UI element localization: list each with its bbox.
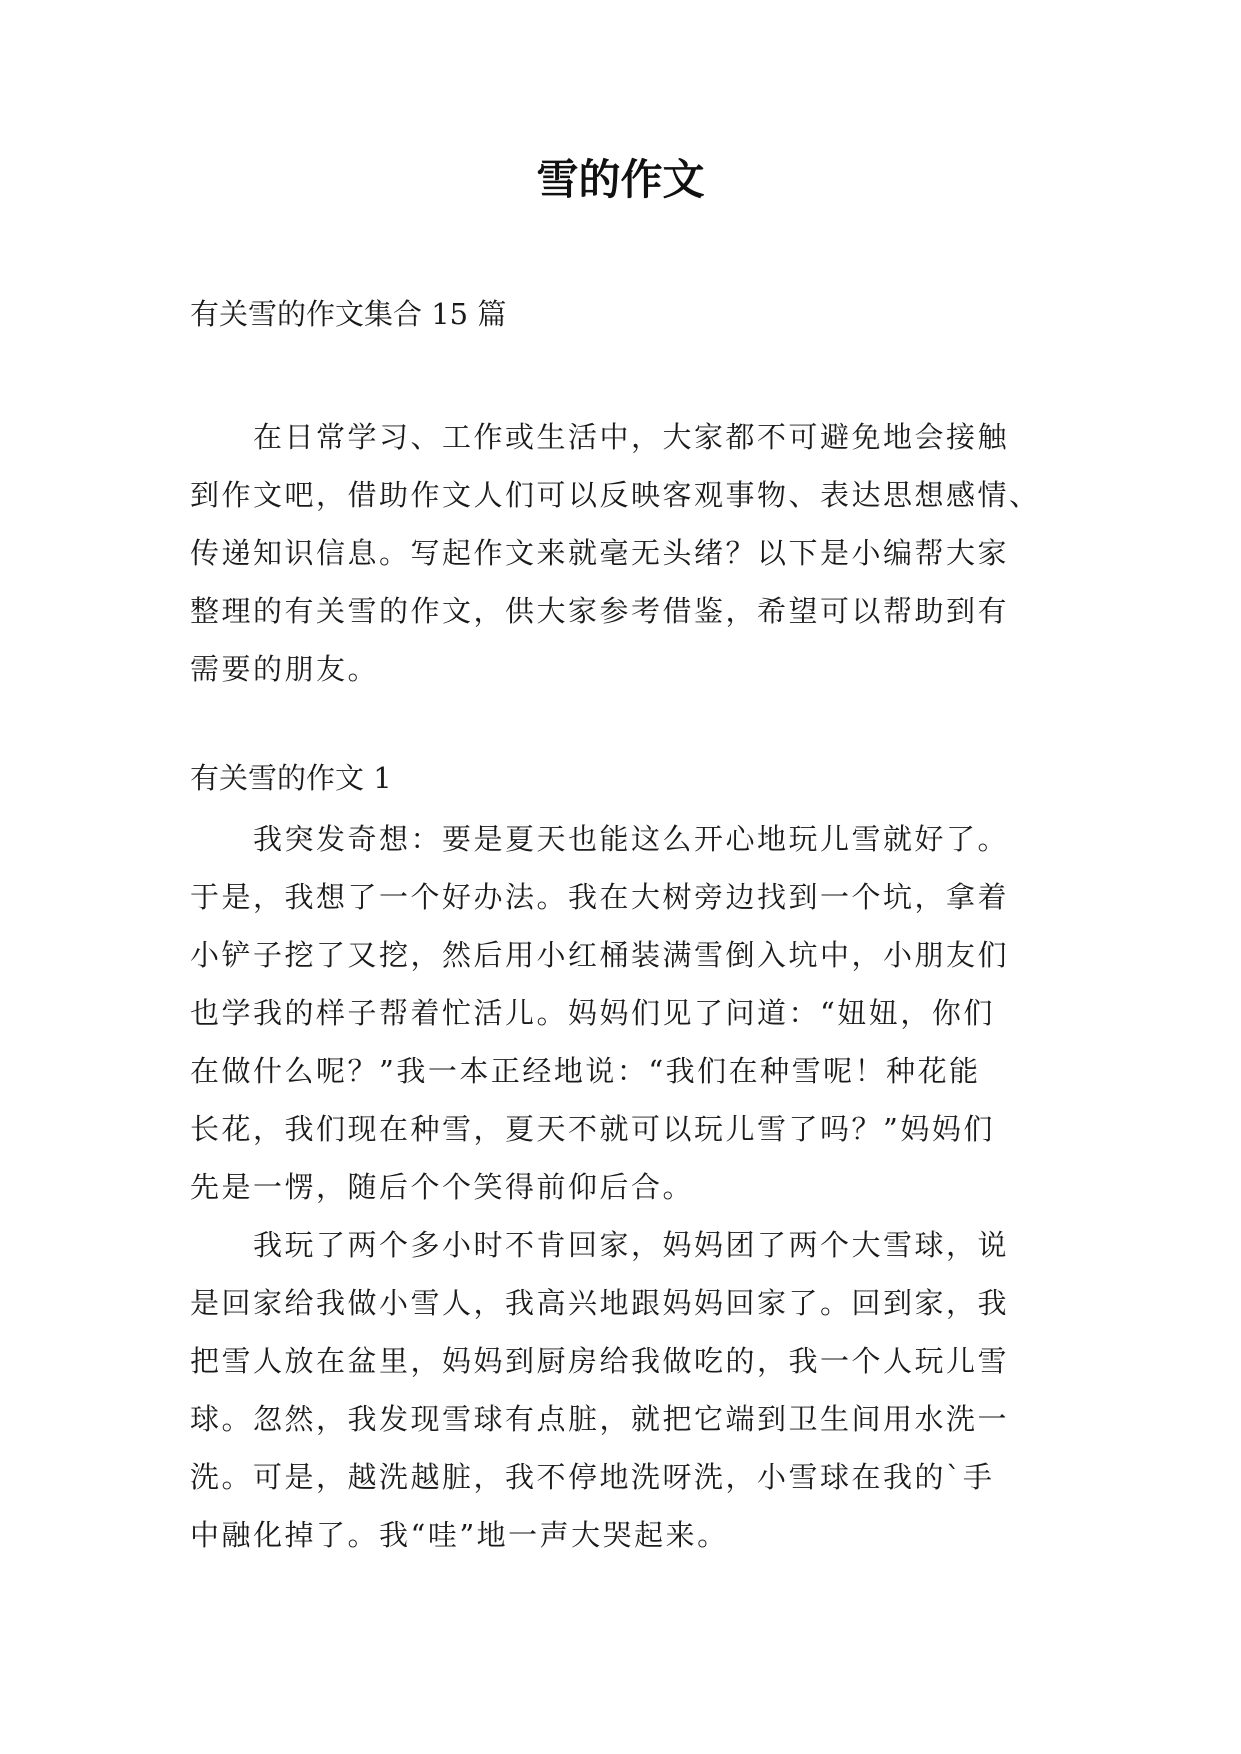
intro-paragraph <box>190 408 1060 698</box>
text-line: 需要的朋友。 <box>190 652 380 686</box>
text-line: 也学我的样子帮着忙活儿。妈妈们见了问道：“妞妞，你们 <box>190 996 995 1030</box>
text-line: 到作文吧，借助作文人们可以反映客观事物、表达思想感情、 <box>190 478 1041 512</box>
document-title: 雪的作文 <box>536 155 705 204</box>
essay-paragraph <box>190 810 1090 1216</box>
text-line: 中融化掉了。我“哇”地一声大哭起来。 <box>190 1518 729 1552</box>
text-line: 球。忽然，我发现雪球有点脏，就把它端到卫生间用水洗一 <box>190 1402 1010 1436</box>
essay-body <box>190 810 1090 1564</box>
text-line: 我突发奇想：要是夏天也能这么开心地玩儿雪就好了。 <box>190 822 1010 856</box>
text-line: 洗。可是，越洗越脏，我不停地洗呀洗，小雪球在我的`手 <box>190 1460 995 1494</box>
section-heading: 有关雪的作文 1 <box>190 761 392 795</box>
text-line: 于是，我想了一个好办法。我在大树旁边找到一个坑，拿着 <box>190 880 1010 914</box>
text-line: 把雪人放在盆里，妈妈到厨房给我做吃的，我一个人玩儿雪 <box>190 1344 1010 1378</box>
text-line: 在做什么呢？”我一本正经地说：“我们在种雪呢！种花能 <box>190 1054 981 1088</box>
text-line: 在日常学习、工作或生活中，大家都不可避免地会接触 <box>190 420 1010 454</box>
text-line: 小铲子挖了又挖，然后用小红桶装满雪倒入坑中，小朋友们 <box>190 938 1010 972</box>
text-line: 长花，我们现在种雪，夏天不就可以玩儿雪了吗？”妈妈们 <box>190 1112 995 1146</box>
text-line: 整理的有关雪的作文，供大家参考借鉴，希望可以帮助到有 <box>190 594 1010 628</box>
text-line: 我玩了两个多小时不肯回家，妈妈团了两个大雪球，说 <box>190 1228 1010 1262</box>
text-line: 传递知识信息。写起作文来就毫无头绪？以下是小编帮大家 <box>190 536 1010 570</box>
text-line: 先是一愣，随后个个笑得前仰后合。 <box>190 1170 695 1204</box>
document-subtitle: 有关雪的作文集合 15 篇 <box>190 297 507 331</box>
essay-paragraph <box>190 1216 1090 1564</box>
text-line: 是回家给我做小雪人，我高兴地跟妈妈回家了。回到家，我 <box>190 1286 1010 1320</box>
intro-text <box>190 408 1060 698</box>
